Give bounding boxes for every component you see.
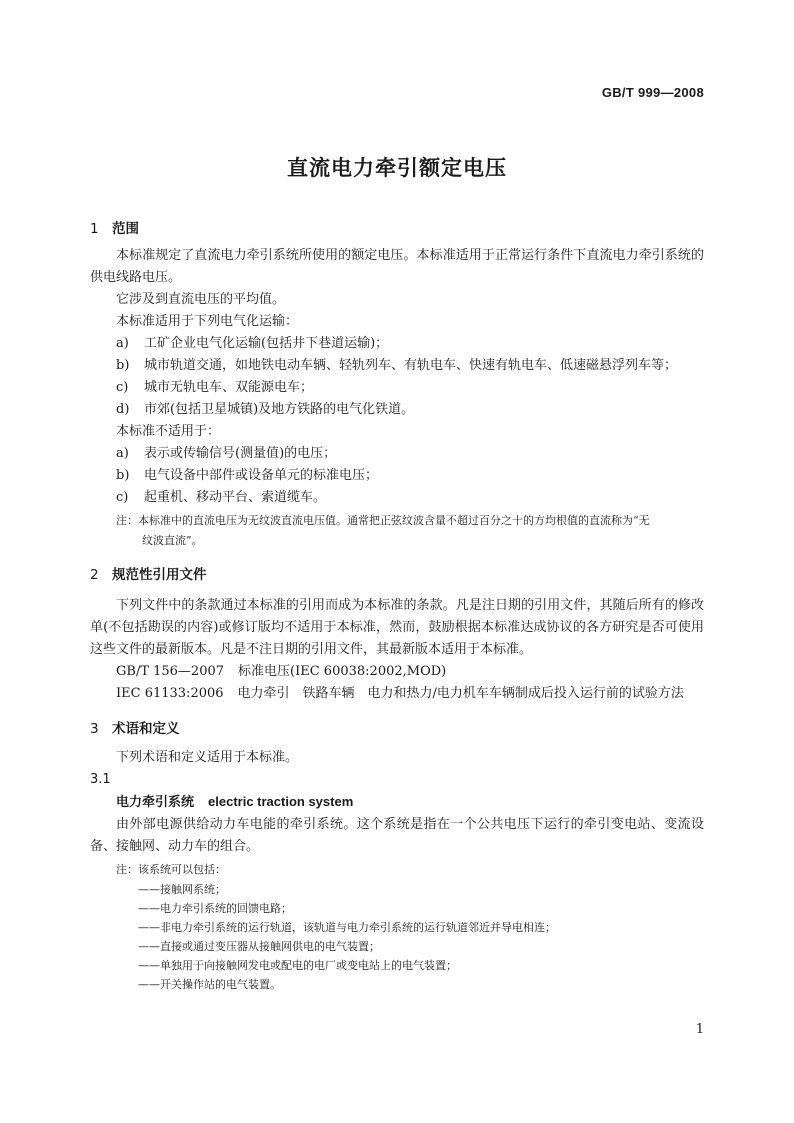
section-title: 规范性引用文件 <box>112 567 207 583</box>
list-marker: c) <box>116 380 129 395</box>
list-marker: a) <box>116 446 129 461</box>
standard-code: GB/T 999—2008 <box>601 85 704 100</box>
list-item-text: 表示或传输信号(测量值)的电压； <box>144 446 337 461</box>
document-title: 直流电力牵引额定电压 <box>287 156 507 180</box>
scope-note: 注：本标准中的直流电压为无纹波直流电压值。通常把正弦纹波含量不超过百分之十的方均根值的直流称为“无 <box>116 514 650 527</box>
references-paragraph: 下列文件中的条款通过本标准的引用而成为本标准的条款。凡是注日期的引用文件，其随后所有的修改单(不包括勘误的内容)或修订版均不适用于本标准，然而，鼓励根据本标准达成协议的各方研究是否可使用这些文件的最新版本。凡是不注日期的引用文件，其最新版本适用于本标准。 <box>90 598 704 657</box>
clause-number: 3.1 <box>90 772 111 787</box>
term-english: electric traction system <box>208 794 354 809</box>
list-marker: d) <box>116 402 130 417</box>
reference-entry <box>90 683 704 705</box>
document-body <box>90 219 704 994</box>
section-2-heading <box>90 565 704 585</box>
list-marker: a) <box>116 336 129 351</box>
list-item <box>90 443 704 465</box>
term-chinese: 电力牵引系统 <box>116 795 195 810</box>
list-item-text: 工矿企业电气化运输(包括井下巷道运输)； <box>144 336 389 351</box>
scope-paragraph: 本标准规定了直流电力牵引系统所使用的额定电压。本标准适用于正常运行条件下直流电力牵引系统的供电线路电压。 <box>90 248 704 285</box>
section-1-heading <box>90 219 704 239</box>
list-item <box>90 333 704 355</box>
list-item <box>90 377 704 399</box>
reference-title: 电力牵引 铁路车辆 电力和热力/电力机车车辆制成后投入运行前的试验方法 <box>237 686 684 701</box>
note-list-item: ——开关操作站的电气装置。 <box>138 978 281 991</box>
list-item-text: 起重机、移动平台、索道缆车。 <box>144 490 327 505</box>
term-note: 注：该系统可以包括： <box>116 863 226 876</box>
note-list-item: ——非电力牵引系统的运行轨道，该轨道与电力牵引系统的运行轨道邻近并导电相连； <box>138 921 556 934</box>
section-3-heading <box>90 719 704 739</box>
list-item <box>90 465 704 487</box>
list-marker: b) <box>116 468 130 483</box>
reference-entry <box>90 661 704 683</box>
list-item-text: 城市无轨电车、双能源电车； <box>144 380 314 395</box>
note-list-item: ——电力牵引系统的回馈电路； <box>138 902 292 915</box>
section-title: 术语和定义 <box>112 721 180 737</box>
list-marker: c) <box>116 490 129 505</box>
terms-paragraph: 下列术语和定义适用于本标准。 <box>116 750 299 765</box>
note-list-item: ——单独用于向接触网发电或配电的电厂或变电站上的电气装置； <box>138 959 457 972</box>
list-item <box>90 399 704 421</box>
list-item-text: 城市轨道交通，如地铁电动车辆、轻轨列车、有轨电车、快速有轨电车、低速磁悬浮列车等； <box>144 358 678 373</box>
scope-paragraph: 本标准不适用于： <box>116 424 221 439</box>
section-title: 范围 <box>112 221 139 237</box>
scope-note-continuation: 纹波直流”。 <box>142 534 203 547</box>
list-item <box>90 355 704 377</box>
list-item-text: 市郊(包括卫星城镇)及地方铁路的电气化铁道。 <box>144 402 415 417</box>
scope-paragraph: 它涉及到直流电压的平均值。 <box>116 292 286 307</box>
section-number: 2 <box>90 567 99 583</box>
section-number: 1 <box>90 221 99 237</box>
reference-title: 标准电压(IEC 60038:2002,MOD) <box>238 664 447 679</box>
note-list-item: ——直接或通过变压器从接触网供电的电气装置； <box>138 940 380 953</box>
reference-code: IEC 61133:2006 <box>116 686 224 701</box>
scope-paragraph: 本标准适用于下列电气化运输： <box>116 314 299 329</box>
term-definition: 由外部电源供给动力车电能的牵引系统。这个系统是指在一个公共电压下运行的牵引变电站、变流设备、接触网、动力车的组合。 <box>90 817 704 854</box>
page-number: 1 <box>695 1022 704 1037</box>
note-list-item: ——接触网系统； <box>138 883 226 896</box>
term-entry <box>90 791 704 814</box>
section-number: 3 <box>90 721 99 737</box>
reference-code: GB/T 156—2007 <box>116 664 225 679</box>
list-item-text: 电气设备中部件或设备单元的标准电压； <box>144 468 379 483</box>
list-item <box>90 487 704 509</box>
list-marker: b) <box>116 358 130 373</box>
